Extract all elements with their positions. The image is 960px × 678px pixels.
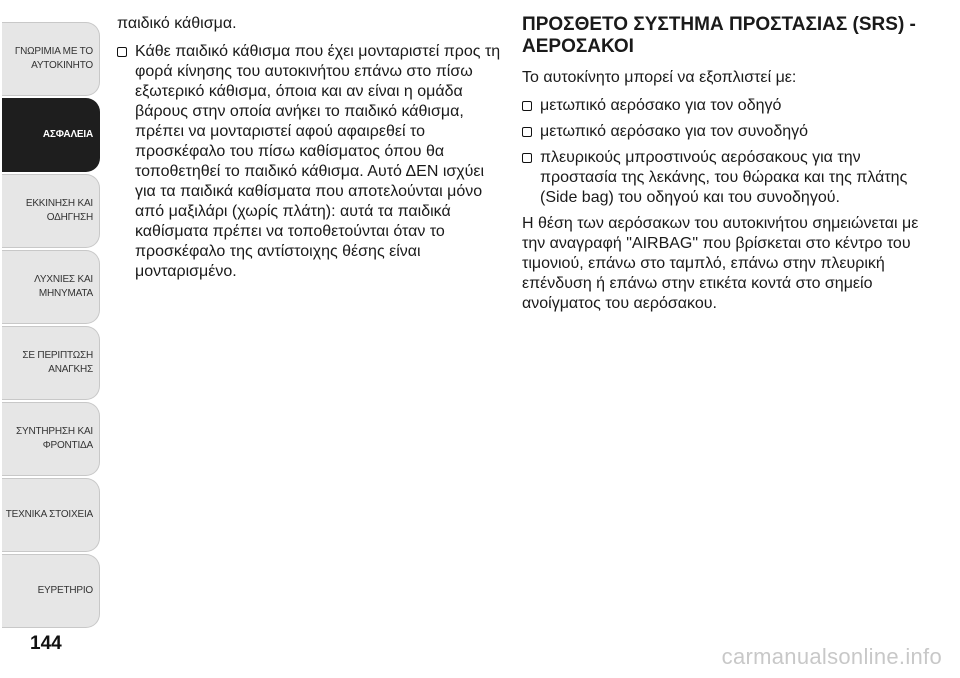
list-item (522, 96, 922, 116)
tab-technical-data[interactable]: ΤΕΧΝΙΚΑ ΣΤΟΙΧΕΙΑ (2, 478, 100, 552)
left-column (117, 14, 509, 288)
section-heading: ΠΡΟΣΘΕΤΟ ΣΥΣΤΗΜΑ ΠΡΟΣΤΑΣΙΑΣ (SRS) - ΑΕΡΟΣΑΚΟΙ (522, 14, 916, 57)
checkbox-bullet-icon (522, 127, 532, 137)
list-item-text: Κάθε παιδικό κάθισμα που έχει μονταριστεί προς τη φορά κίνησης του αυτοκινήτου επάνω στο πίσω εξωτερικό κάθισμα, όποια και αν είναι η ομάδα βάρους στην οποία ανήκει το παιδικό κάθισμα, πρέπει να μονταριστεί αφού αφαιρεθεί το προσκέφαλο του πίσω καθίσματος όπου θα τοποθετηθεί το παιδικό κάθισμα. Αυτό ΔΕΝ ισχύει για τα παιδικά καθίσματα που αποτελούνται μόνο από μαξιλάρι (χωρίς πλάτη): αυτά τα παιδικά καθίσματα πρέπει να τοποθετούνται όταν το προσκέφαλο της αντίστοιχης θέσης είναι μονταρισμένο. (135, 43, 501, 280)
list-item-text: πλευρικούς μπροστινούς αερόσακους για την προστασία της λεκάνης, του θώρακα και της πλάτης (Side bag) του οδηγού και του συνοδηγού. (540, 149, 908, 206)
continued-text: παιδικό κάθισμα. (117, 15, 237, 32)
page-number: 144 (30, 633, 62, 654)
intro-text: Το αυτοκίνητο μπορεί να εξοπλιστεί με: (522, 69, 797, 86)
checkbox-bullet-icon (117, 47, 127, 57)
list-item (117, 42, 509, 282)
tab-index[interactable]: ΕΥΡΕΤΗΡΙΟ (2, 554, 100, 628)
list-item-text: μετωπικό αερόσακο για τον συνοδηγό (540, 123, 809, 140)
list-item-text: μετωπικό αερόσακο για τον οδηγό (540, 97, 782, 114)
tab-lights-messages[interactable]: ΛΥΧΝΙΕΣ ΚΑΙ ΜΗΝΥΜΑΤΑ (2, 250, 100, 324)
tab-emergency[interactable]: ΣΕ ΠΕΡΙΠΤΩΣΗ ΑΝΑΓΚΗΣ (2, 326, 100, 400)
tab-getting-to-know[interactable]: ΓΝΩΡΙΜΙΑ ΜΕ ΤΟ ΑΥΤΟΚΙΝΗΤΟ (2, 22, 100, 96)
tab-maintenance[interactable]: ΣΥΝΤΗΡΗΣΗ ΚΑΙ ΦΡΟΝΤΙΔΑ (2, 402, 100, 476)
closing-text: Η θέση των αερόσακων του αυτοκινήτου σημειώνεται με την αναγραφή "AIRBAG" που βρίσκεται στο κέντρο του τιμονιού, επάνω στο ταμπλό, επάνω στην πλευρική επένδυση ή επάνω στην ετικέτα κοντά στο σημείο ανοίγματος του αερόσακου. (522, 215, 919, 312)
list-item (522, 148, 922, 208)
right-column (522, 14, 922, 322)
tab-starting-driving[interactable]: ΕΚΚΙΝΗΣΗ ΚΑΙ ΟΔΗΓΗΣΗ (2, 174, 100, 248)
list-item (522, 122, 922, 142)
watermark: carmanualsonline.info (721, 644, 942, 669)
tab-safety[interactable]: ΑΣΦΑΛΕΙΑ (2, 98, 100, 172)
checkbox-bullet-icon (522, 153, 532, 163)
checkbox-bullet-icon (522, 101, 532, 111)
